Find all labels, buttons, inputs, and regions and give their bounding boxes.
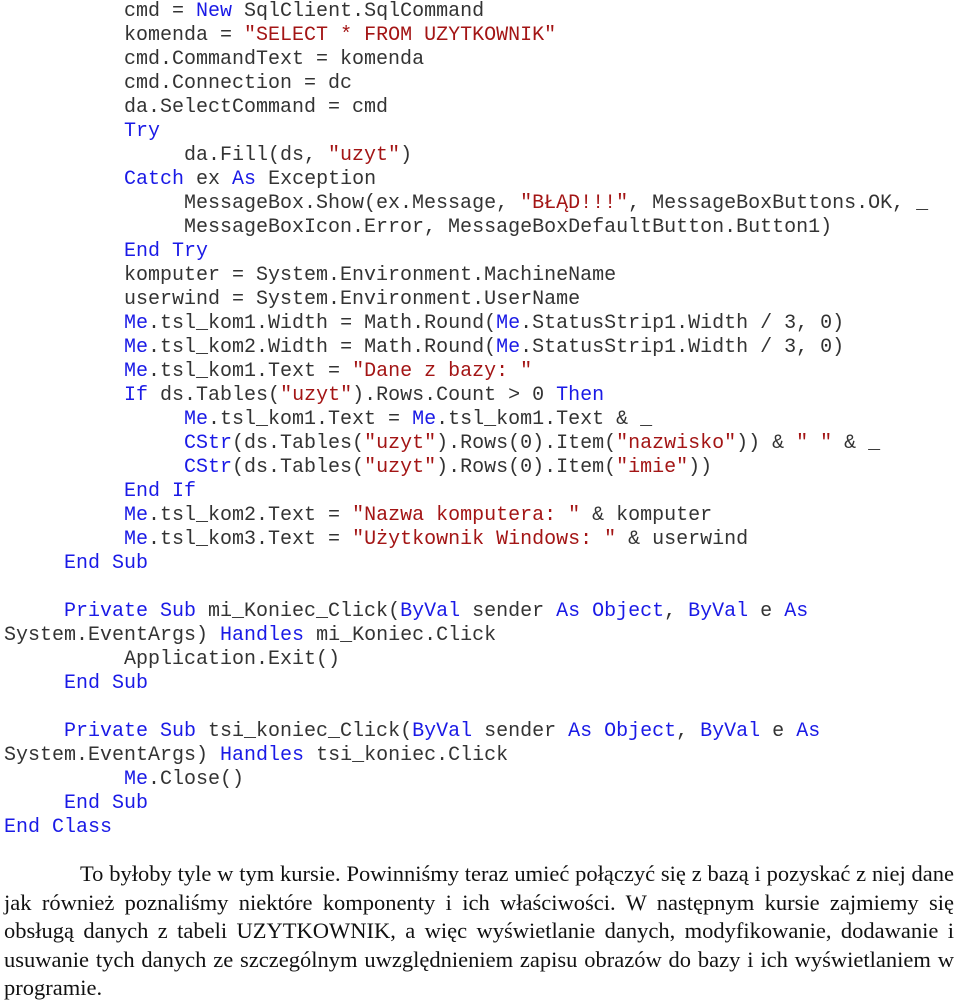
code-text: ).Rows(0).Item( [436, 456, 617, 479]
code-line [4, 432, 954, 456]
code-keyword: Me [124, 360, 149, 383]
code-text: .tsl_kom1.Text & _ [436, 408, 653, 431]
code-keyword: Private Sub [64, 600, 197, 623]
code-text: komenda = [124, 24, 245, 47]
code-line [4, 696, 954, 720]
code-keyword: End Sub [64, 672, 149, 695]
code-keyword: CStr [184, 432, 233, 455]
code-text: )) & [736, 432, 797, 455]
code-text: Exception [256, 168, 377, 191]
code-text: (ds.Tables( [232, 432, 365, 455]
code-string: "uzyt" [364, 432, 437, 455]
code-text: , [676, 720, 701, 743]
code-line [4, 720, 954, 744]
code-line [4, 360, 954, 384]
code-line [4, 408, 954, 432]
code-keyword: ByVal [688, 600, 749, 623]
code-line [4, 72, 954, 96]
code-text: .tsl_kom1.Text = [208, 408, 413, 431]
code-line [4, 264, 954, 288]
code-line [4, 504, 954, 528]
code-line [4, 192, 954, 216]
closing-paragraph: To byłoby tyle w tym kursie. Powinniśmy teraz umieć połączyć się z bazą i pozyskać z niej dane jak również poznaliśmy niektóre komponenty i ich właściwości. W następnym kursie zajmiemy się obsługą danych z tabeli UZYTKOWNIK, a więc wyświetlanie danych, modyfikowanie, dodawanie i usuwanie tych danych ze szczególnym uwzględnieniem zapisu obrazów do bazy i ich wyświetlaniem w programie. [4, 861, 954, 1000]
code-keyword: Catch [124, 168, 185, 191]
code-text: & _ [832, 432, 881, 455]
code-text: .StatusStrip1.Width / 3, 0) [520, 336, 845, 359]
code-text: .tsl_kom2.Text = [148, 504, 353, 527]
code-text: tsi_koniec_Click( [196, 720, 413, 743]
code-line [4, 0, 954, 24]
code-string: "Użytkownik Windows: " [352, 528, 617, 551]
code-keyword: New [196, 0, 233, 23]
code-text: .tsl_kom2.Width = Math.Round( [148, 336, 497, 359]
code-line [4, 96, 954, 120]
code-text: da.SelectCommand = cmd [124, 96, 389, 119]
code-keyword: ByVal [700, 720, 761, 743]
code-text: cmd.Connection = dc [124, 72, 353, 95]
code-string: "Nazwa komputera: " [352, 504, 581, 527]
code-string: "uzyt" [280, 384, 353, 407]
code-line [4, 24, 954, 48]
code-text: .tsl_kom3.Text = [148, 528, 353, 551]
code-line [4, 576, 954, 600]
code-line [4, 624, 954, 648]
code-text: cmd.CommandText = komenda [124, 48, 425, 71]
code-string: "SELECT * FROM UZYTKOWNIK" [244, 24, 557, 47]
code-keyword: Me [124, 528, 149, 551]
code-keyword: End Class [4, 816, 113, 839]
code-text: userwind = System.Environment.UserName [124, 288, 581, 311]
code-text: .tsl_kom1.Text = [148, 360, 353, 383]
code-keyword: Me [124, 312, 149, 335]
code-line [4, 288, 954, 312]
code-text: e [748, 600, 785, 623]
code-text: tsi_koniec.Click [304, 744, 509, 767]
code-text: & userwind [616, 528, 749, 551]
code-keyword: End If [124, 480, 197, 503]
code-line [4, 312, 954, 336]
code-text: SqlClient.SqlCommand [232, 0, 485, 23]
code-keyword: ByVal [400, 600, 461, 623]
code-line [4, 120, 954, 144]
code-keyword: Handles [220, 744, 305, 767]
code-keyword: Me [124, 504, 149, 527]
code-line [4, 744, 954, 768]
code-line [4, 480, 954, 504]
code-text: cmd = [124, 0, 197, 23]
code-text: ex [184, 168, 233, 191]
code-keyword: Me [496, 336, 521, 359]
code-keyword: Private Sub [64, 720, 197, 743]
code-text: .tsl_kom1.Width = Math.Round( [148, 312, 497, 335]
code-line [4, 768, 954, 792]
code-string: "uzyt" [328, 144, 401, 167]
code-keyword: ByVal [412, 720, 473, 743]
code-line [4, 336, 954, 360]
code-keyword: As Object [556, 600, 665, 623]
code-keyword: As [796, 720, 821, 743]
code-text: ds.Tables( [148, 384, 281, 407]
code-keyword: CStr [184, 456, 233, 479]
code-keyword: Me [496, 312, 521, 335]
code-keyword: Then [556, 384, 605, 407]
code-text: mi_Koniec.Click [304, 624, 497, 647]
code-keyword: Me [124, 336, 149, 359]
code-text: ) [400, 144, 413, 167]
code-text: Application.Exit() [124, 648, 341, 671]
code-text: da.Fill(ds, [184, 144, 329, 167]
code-text: .StatusStrip1.Width / 3, 0) [520, 312, 845, 335]
code-text: )) [688, 456, 713, 479]
code-text: , MessageBoxButtons.OK, _ [628, 192, 929, 215]
code-keyword: Me [124, 768, 149, 791]
code-line [4, 552, 954, 576]
code-text: sender [472, 720, 569, 743]
code-line [4, 48, 954, 72]
code-keyword: End Sub [64, 552, 149, 575]
code-text: MessageBoxIcon.Error, MessageBoxDefaultButton.Button1) [184, 216, 833, 239]
code-line [4, 792, 954, 816]
code-keyword: Me [412, 408, 437, 431]
code-text: komputer = System.Environment.MachineName [124, 264, 617, 287]
code-listing [4, 0, 954, 840]
code-keyword: As [784, 600, 809, 623]
code-string: "Dane z bazy: " [352, 360, 533, 383]
code-line [4, 456, 954, 480]
code-line [4, 672, 954, 696]
code-string: "BŁĄD!!!" [520, 192, 629, 215]
code-text: sender [460, 600, 557, 623]
code-text: .Close() [148, 768, 245, 791]
code-text: e [760, 720, 797, 743]
code-line [4, 816, 954, 840]
code-line [4, 384, 954, 408]
code-text: MessageBox.Show(ex.Message, [184, 192, 521, 215]
code-keyword: End Try [124, 240, 209, 263]
code-line [4, 600, 954, 624]
code-text: System.EventArgs) [4, 624, 221, 647]
code-text: ).Rows.Count > 0 [352, 384, 557, 407]
code-string: "nazwisko" [616, 432, 737, 455]
code-text: (ds.Tables( [232, 456, 365, 479]
code-text: System.EventArgs) [4, 744, 221, 767]
code-keyword: As [232, 168, 257, 191]
code-keyword: Handles [220, 624, 305, 647]
code-text: & komputer [580, 504, 713, 527]
code-string: "imie" [616, 456, 689, 479]
code-line [4, 168, 954, 192]
code-string: "uzyt" [364, 456, 437, 479]
code-keyword: If [124, 384, 149, 407]
code-line [4, 648, 954, 672]
code-line [4, 144, 954, 168]
code-keyword: Try [124, 120, 161, 143]
code-text: , [664, 600, 689, 623]
code-text: ).Rows(0).Item( [436, 432, 617, 455]
code-line [4, 240, 954, 264]
code-keyword: Me [184, 408, 209, 431]
code-keyword: End Sub [64, 792, 149, 815]
code-line [4, 528, 954, 552]
code-keyword: As Object [568, 720, 677, 743]
code-string: " " [796, 432, 833, 455]
code-line [4, 216, 954, 240]
code-text: mi_Koniec_Click( [196, 600, 401, 623]
